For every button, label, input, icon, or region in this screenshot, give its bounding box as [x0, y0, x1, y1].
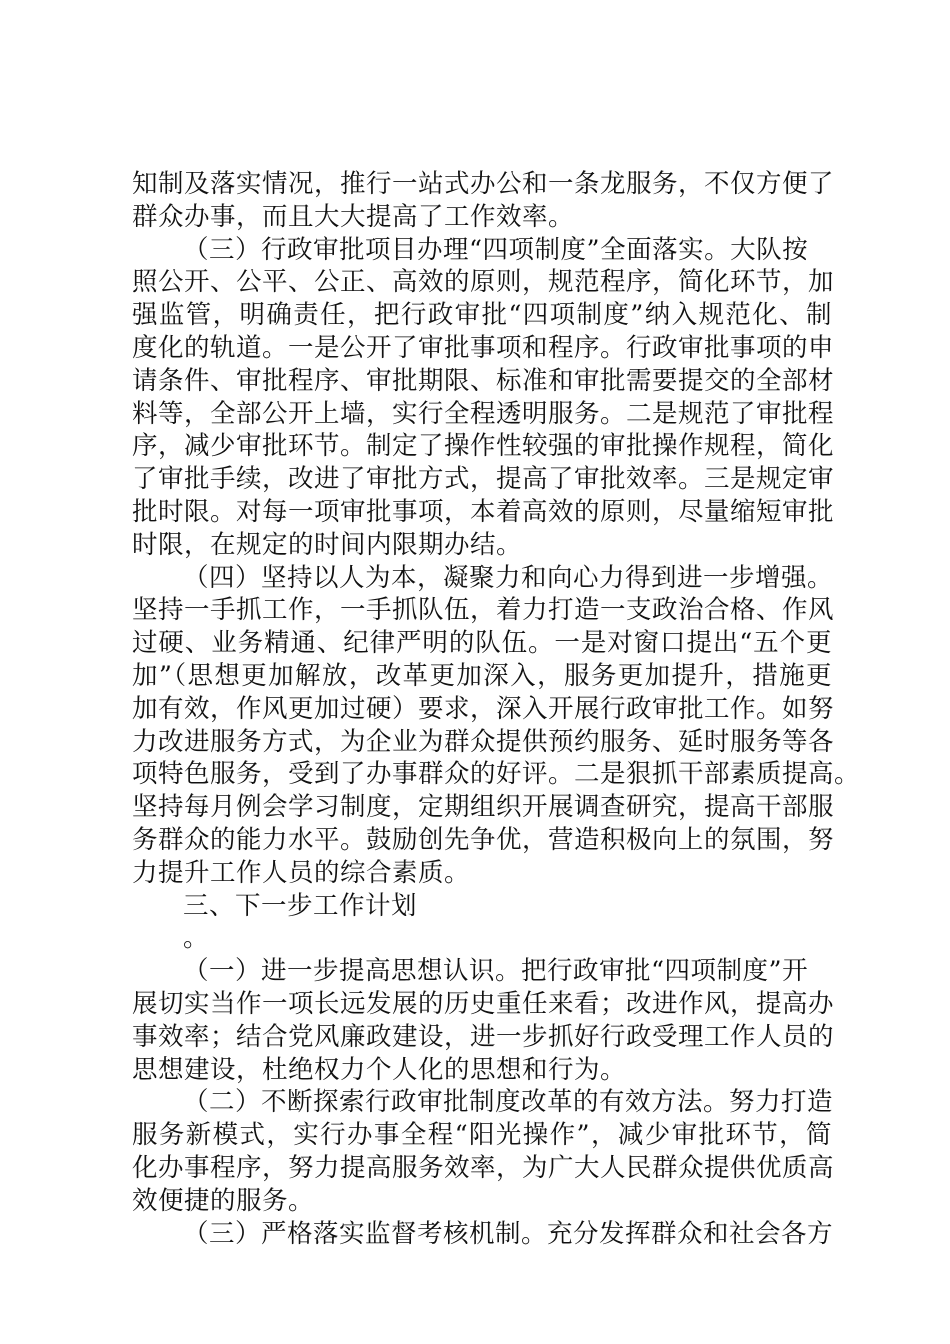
- body-line: 过硬、业务精通、纪律严明的队伍。一是对窗口提出“五个更: [132, 628, 832, 659]
- body-line: 批时限。对每一项审批事项，本着高效的原则，尽量缩短审批: [132, 496, 835, 527]
- body-line: 项特色服务，受到了办事群众的好评。二是狠抓干部素质提高。: [132, 759, 861, 790]
- body-line: 力提升工作人员的综合素质。: [132, 857, 471, 888]
- body-line: 效便捷的服务。: [132, 1185, 315, 1216]
- section-heading: 三、下一步工作计划: [183, 890, 418, 921]
- body-line: 事效率；结合党风廉政建设，进一步抓好行政受理工作人员的: [132, 1021, 835, 1052]
- body-line: 度化的轨道。一是公开了审批事项和程序。行政审批事项的申: [132, 332, 835, 363]
- paragraph-heading-line: （一）进一步提高思想认识。把行政审批“四项制度”开: [183, 956, 809, 987]
- body-line: 时限，在规定的时间内限期办结。: [132, 529, 523, 560]
- body-line: 了审批手续，改进了审批方式，提高了审批效率。三是规定审: [132, 464, 835, 495]
- body-line: 务群众的能力水平。鼓励创先争优，营造积极向上的氛围，努: [132, 824, 835, 855]
- body-line: 强监管，明确责任，把行政审批“四项制度”纳入规范化、制: [132, 300, 832, 331]
- body-line: 展切实当作一项长远发展的历史重任来看；改进作风，提高办: [132, 988, 835, 1019]
- body-line: 料等，全部公开上墙，实行全程透明服务。二是规范了审批程: [132, 398, 835, 429]
- paragraph-heading-line: （三）严格落实监督考核机制。充分发挥群众和社会各方: [183, 1218, 834, 1249]
- body-line: 力改进服务方式，为企业为群众提供预约服务、延时服务等各: [132, 726, 835, 757]
- body-line: 照公开、公平、公正、高效的原则，规范程序，简化环节，加: [132, 267, 835, 298]
- body-line: 序，减少审批环节。制定了操作性较强的审批操作规程，简化: [132, 431, 835, 462]
- paragraph-heading-line: （三）行政审批项目办理“四项制度”全面落实。大队按: [183, 234, 809, 265]
- body-line: 服务新模式，实行办事全程“阳光操作”，减少审批环节，简: [132, 1120, 832, 1151]
- body-line: 坚持每月例会学习制度，定期组织开展调查研究，提高干部服: [132, 792, 835, 823]
- body-line: 加有效，作风更加过硬）要求，深入开展行政审批工作。如努: [132, 693, 835, 724]
- paragraph-heading-line: （四）坚持以人为本，凝聚力和向心力得到进一步增强。: [183, 562, 834, 593]
- stray-period-line: 。: [183, 923, 210, 954]
- paragraph-heading-line: （二）不断探索行政审批制度改革的有效方法。努力打造: [183, 1087, 834, 1118]
- body-line: 坚持一手抓工作，一手抓队伍，着力打造一支政治合格、作风: [132, 595, 835, 626]
- body-line: 化办事程序，努力提高服务效率，为广大人民群众提供优质高: [132, 1152, 835, 1183]
- document-body: [132, 168, 861, 1250]
- body-line: 思想建设，杜绝权力个人化的思想和行为。: [132, 1054, 627, 1085]
- body-line: 知制及落实情况，推行一站式办公和一条龙服务，不仅方便了: [132, 169, 835, 199]
- body-line: 群众办事，而且大大提高了工作效率。: [132, 201, 575, 232]
- body-line: 请条件、审批程序、审批期限、标准和审批需要提交的全部材: [132, 365, 835, 396]
- body-line: 加”（思想更加解放，改革更加深入，服务更加提升，措施更: [132, 660, 832, 691]
